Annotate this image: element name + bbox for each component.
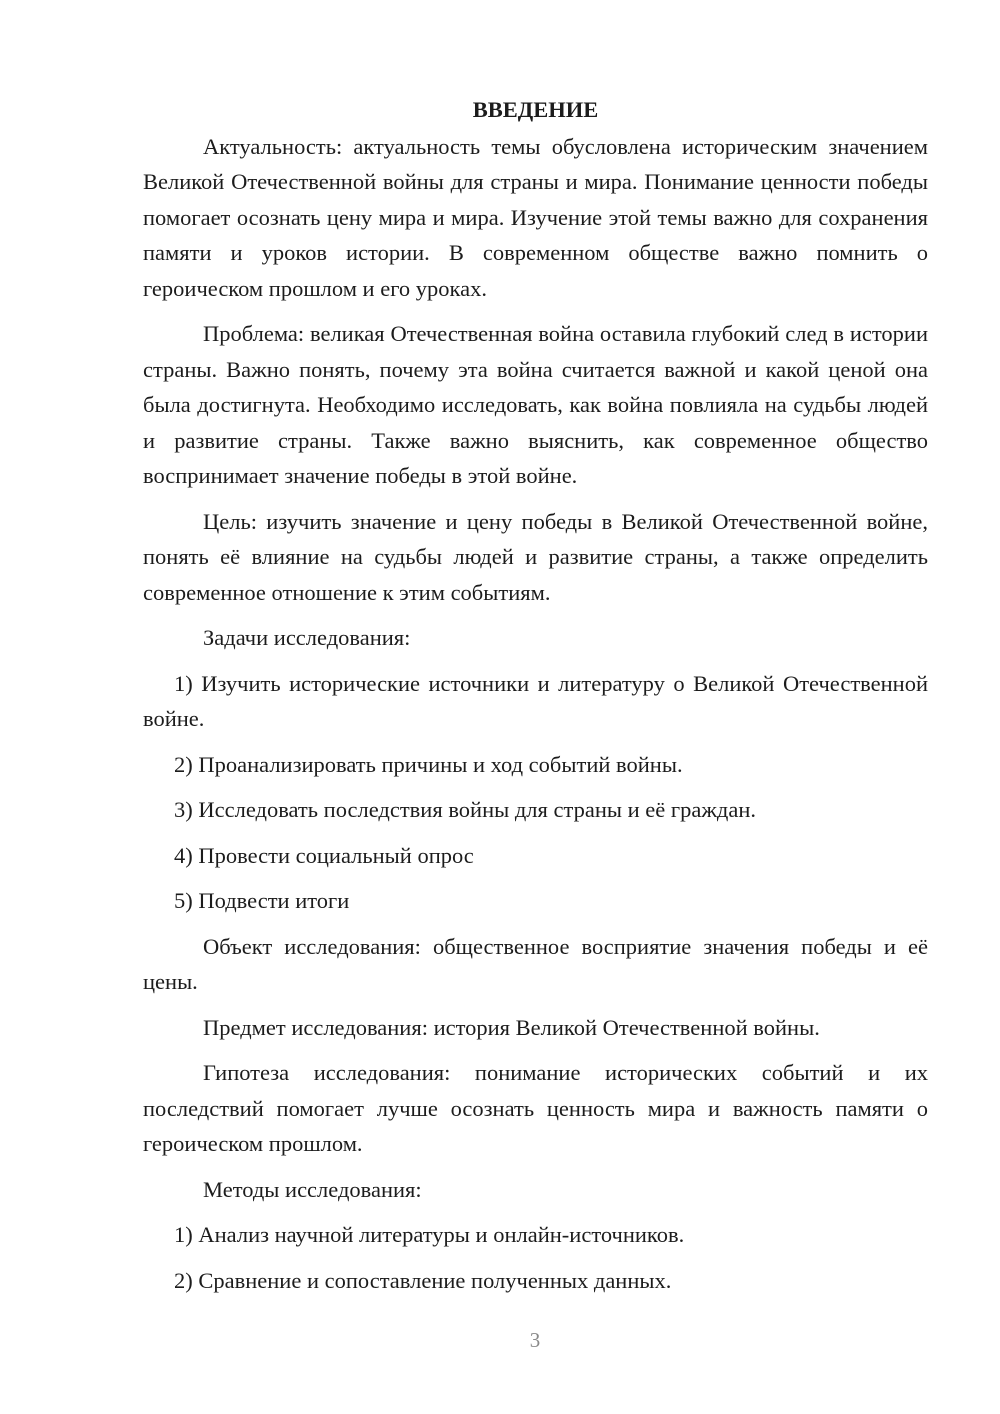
task-item-5: 5) Подвести итоги (174, 888, 350, 913)
hypothesis-paragraph: Гипотеза исследования: понимание исторических событий и их последствий помогает лучше осознать ценность мира и важность памяти о героическом прошлом. (143, 1060, 928, 1156)
method-item-1: 1) Анализ научной литературы и онлайн-источников. (174, 1222, 685, 1247)
task-item-3: 3) Исследовать последствия войны для страны и её граждан. (174, 797, 757, 822)
page-number: 3 (529, 1328, 541, 1352)
problem-paragraph: Проблема: великая Отечественная война оставила глубокий след в истории страны. Важно понять, почему эта война считается важной и какой ценой она была достигнута. Необходимо исследовать, как война повлияла на судьбы людей и развитие страны. Также важно выяснить, как современное общество воспринимает значение победы в этой войне. (143, 321, 928, 488)
methods-heading: Методы исследования: (203, 1176, 422, 1202)
document-page (143, 92, 928, 1308)
goal-paragraph: Цель: изучить значение и цену победы в Великой Отечественной войне, понять её влияние на судьбы людей и развитие страны, а также определить современное отношение к этим событиям. (143, 508, 928, 605)
task-item-1: 1) Изучить исторические источники и литературу о Великой Отечественной войне. (143, 670, 928, 731)
section-title: ВВЕДЕНИЕ (472, 97, 599, 122)
task-item-4: 4) Провести социальный опрос (174, 842, 474, 868)
task-item-2: 2) Проанализировать причины и ход событий войны. (174, 751, 683, 777)
subject-paragraph: Предмет исследования: история Великой Отечественной войны. (203, 1014, 820, 1040)
object-paragraph: Объект исследования: общественное восприятие значения победы и её цены. (143, 933, 928, 994)
relevance-paragraph: Актуальность: актуальность темы обусловлена историческим значением Великой Отечественной войны для страны и мира. Понимание ценности победы помогает осознать цену мира и мира. Изучение этой темы важно для сохранения памяти и уроков истории. В современном обществе важно помнить о героическом прошлом и его уроках. (143, 133, 928, 301)
tasks-heading: Задачи исследования: (203, 625, 411, 650)
method-item-2: 2) Сравнение и сопоставление полученных данных. (174, 1267, 672, 1293)
